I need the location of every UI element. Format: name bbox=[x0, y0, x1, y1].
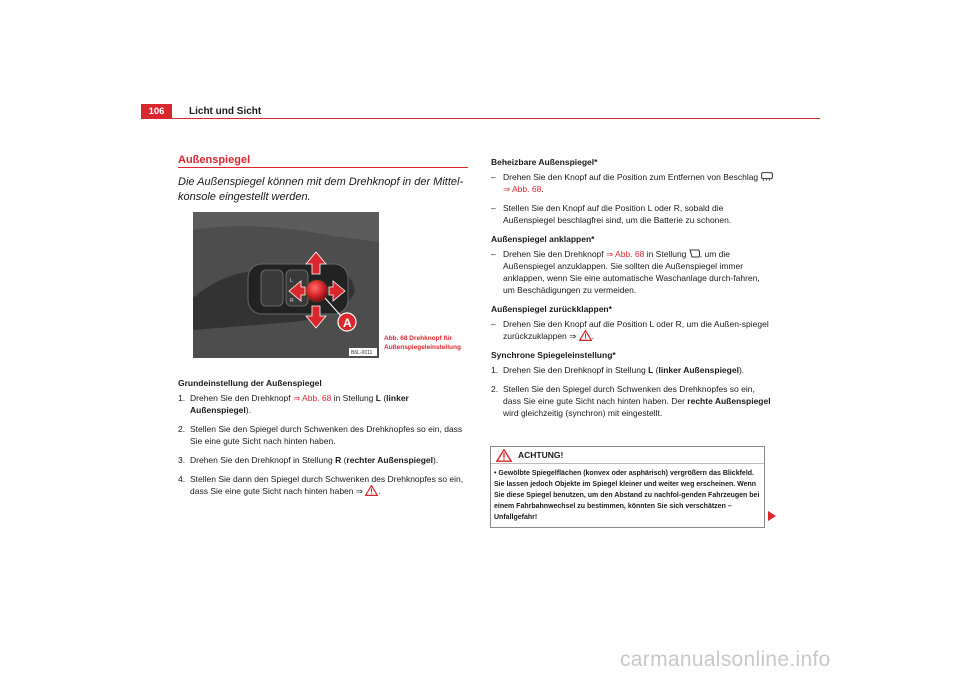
mirror-knob bbox=[306, 280, 328, 302]
step-number: 1. bbox=[491, 365, 499, 375]
watermark: carmanualsonline.info bbox=[620, 648, 831, 671]
basic-setting-heading: Grundeinstellung der Außenspiegel bbox=[178, 378, 322, 388]
list-text-part: Drehen Sie den Knopf auf die Position zum Entfernen von Beschlag bbox=[503, 172, 761, 182]
warning-box bbox=[490, 446, 765, 528]
dash-marker: – bbox=[491, 203, 496, 213]
figure-caption bbox=[384, 334, 474, 352]
warning-bullet: • bbox=[494, 470, 497, 477]
list-item bbox=[491, 202, 773, 226]
callout-a-label: A bbox=[343, 316, 352, 330]
step-text-part: ( bbox=[341, 455, 347, 465]
step-text bbox=[503, 383, 773, 419]
dash-marker: – bbox=[491, 249, 496, 259]
sync-setting-heading: Synchrone Spiegeleinstellung* bbox=[491, 350, 616, 360]
mirror-label: linker Außenspiegel bbox=[190, 393, 409, 415]
header-rule bbox=[172, 118, 820, 119]
continue-arrow-icon bbox=[768, 511, 776, 521]
figure-caption-line1: Abb. 68 Drehknopf für bbox=[384, 335, 453, 342]
step-item bbox=[491, 364, 773, 376]
mirror-label: rechter Außenspiegel bbox=[346, 455, 434, 465]
list-text-part: . bbox=[591, 331, 595, 341]
step-text-part: ). bbox=[738, 365, 745, 375]
mirror-knob-figure bbox=[193, 212, 379, 358]
chapter-title: Licht und Sicht bbox=[189, 106, 262, 117]
step-item bbox=[178, 423, 470, 447]
right-column bbox=[491, 156, 773, 426]
step-text-part: in Stellung bbox=[331, 393, 376, 403]
dash-marker: – bbox=[491, 319, 496, 329]
list-item-text bbox=[503, 248, 773, 296]
list-item bbox=[491, 318, 773, 342]
step-text-part: ( bbox=[653, 365, 659, 375]
basic-setting-section bbox=[178, 377, 470, 504]
step-text bbox=[503, 364, 773, 376]
step-text-part: ). bbox=[433, 455, 439, 465]
step-text-part: ). bbox=[245, 405, 251, 415]
list-item-text bbox=[503, 318, 773, 342]
step-item bbox=[178, 392, 470, 416]
list-item bbox=[491, 248, 773, 296]
step-item bbox=[178, 454, 470, 466]
figure-reference-link[interactable]: ⇒ Abb. 68 bbox=[503, 184, 542, 194]
mirror-knob-illustration bbox=[193, 212, 379, 358]
mirror-heating-icon bbox=[761, 172, 773, 181]
step-text-part: Drehen Sie den Drehknopf bbox=[190, 393, 294, 403]
step-number: 2. bbox=[178, 424, 186, 434]
list-item-text bbox=[503, 171, 773, 195]
figure-caption-line2: Außenspiegeleinstellung bbox=[384, 344, 461, 351]
step-text-part: Drehen Sie den Drehknopf in Stellung bbox=[190, 455, 336, 465]
knob-label-r: R bbox=[290, 298, 294, 304]
step-text-part: . bbox=[378, 486, 381, 496]
step-number: 2. bbox=[491, 384, 499, 394]
fold-mirrors-heading: Außenspiegel anklappen* bbox=[491, 234, 595, 244]
step-text-part: Stellen Sie dann den Spiegel durch Schwenken des Drehknopfes so ein, dass Sie eine gute Sicht nach hinten haben ⇒ bbox=[190, 474, 464, 496]
list-item-text: Stellen Sie den Knopf auf die Position L oder R, sobald die Außenspiegel beschlagfrei sind, um die Batterie zu schonen. bbox=[503, 203, 732, 225]
warning-text bbox=[491, 464, 764, 523]
mirror-label: rechte Außenspiegel bbox=[687, 396, 771, 406]
mirror-label: linker Außenspiegel bbox=[658, 365, 739, 375]
position-label: R bbox=[335, 455, 342, 465]
list-text-part: Drehen Sie den Knopf auf die Position L oder R, um die Außen-spiegel zurückzuklappen ⇒ bbox=[503, 319, 769, 341]
warning-text-content: Gewölbte Spiegelflächen (konvex oder asphärisch) vergrößern das Blickfeld. Sie lassen jedoch Objekte im Spiegel kleiner und weiter weg erscheinen. Wenn Sie diese Spiegel benutzen, um den Abstand zu nachfol-genden Fahrzeugen bei einem Fahrbahnwechsel zu bestimmen, könnten Sie sich verschätzen – Unfallgefahr! bbox=[494, 470, 760, 521]
position-label: L bbox=[648, 365, 654, 375]
window-switch-left bbox=[261, 270, 283, 306]
step-number: 3. bbox=[178, 455, 186, 465]
list-text-part: , um die Außenspiegel anzuklappen. Sie sollten die Außenspiegel immer anklappen, wenn Sie eine automatische Waschanlage durch-fahren, um Beschädigungen zu vermeiden. bbox=[503, 249, 760, 295]
step-text bbox=[190, 454, 470, 466]
list-item bbox=[491, 171, 773, 195]
list-text-part: Drehen Sie den Drehknopf bbox=[503, 249, 607, 259]
step-number: 1. bbox=[178, 393, 186, 403]
heated-mirrors-heading: Beheizbare Außenspiegel* bbox=[491, 157, 598, 167]
page-number: 106 bbox=[141, 104, 172, 119]
figure-reference-link[interactable]: ⇒ Abb. 68 bbox=[606, 249, 645, 259]
position-label: L bbox=[375, 393, 381, 403]
step-text: Stellen Sie den Spiegel durch Schwenken des Drehknopfes so ein, dass Sie eine gute Sicht nach hinten haben. bbox=[190, 424, 463, 446]
step-text bbox=[190, 392, 470, 416]
list-text-part: . bbox=[541, 184, 544, 194]
warning-triangle-icon[interactable] bbox=[365, 485, 381, 496]
section-title: Außenspiegel bbox=[178, 154, 251, 166]
step-text-part: Drehen Sie den Drehknopf in Stellung bbox=[503, 365, 649, 375]
warning-header bbox=[491, 447, 764, 464]
knob-label-l: L bbox=[290, 278, 293, 284]
step-text-part: wird gleichzeitig (synchron) mit eingestellt. bbox=[503, 408, 663, 418]
step-number: 4. bbox=[178, 474, 186, 484]
step-item bbox=[178, 473, 470, 497]
unfold-mirrors-heading: Außenspiegel zurückklappen* bbox=[491, 304, 612, 314]
step-text bbox=[190, 473, 470, 497]
step-text-part: ( bbox=[380, 393, 387, 403]
step-text-part: Stellen Sie den Spiegel durch Schwenken des Drehknopfes so ein, dass Sie eine gute Sicht nach hinten haben. Der bbox=[503, 384, 755, 406]
section-intro: Die Außenspiegel können mit dem Drehknopf in der Mittel-konsole eingestellt werden. bbox=[178, 176, 464, 203]
mirror-fold-icon bbox=[689, 249, 700, 258]
figure-reference-link[interactable]: ⇒ Abb. 68 bbox=[293, 393, 332, 403]
warning-label: ACHTUNG! bbox=[518, 450, 564, 460]
figure-code: B6L-0011 bbox=[351, 350, 373, 356]
dash-marker: – bbox=[491, 172, 496, 182]
step-item bbox=[491, 383, 773, 419]
list-text-part: in Stellung bbox=[644, 249, 689, 259]
warning-triangle-icon[interactable] bbox=[579, 330, 595, 341]
warning-triangle-icon bbox=[496, 449, 512, 462]
section-rule bbox=[178, 167, 468, 168]
